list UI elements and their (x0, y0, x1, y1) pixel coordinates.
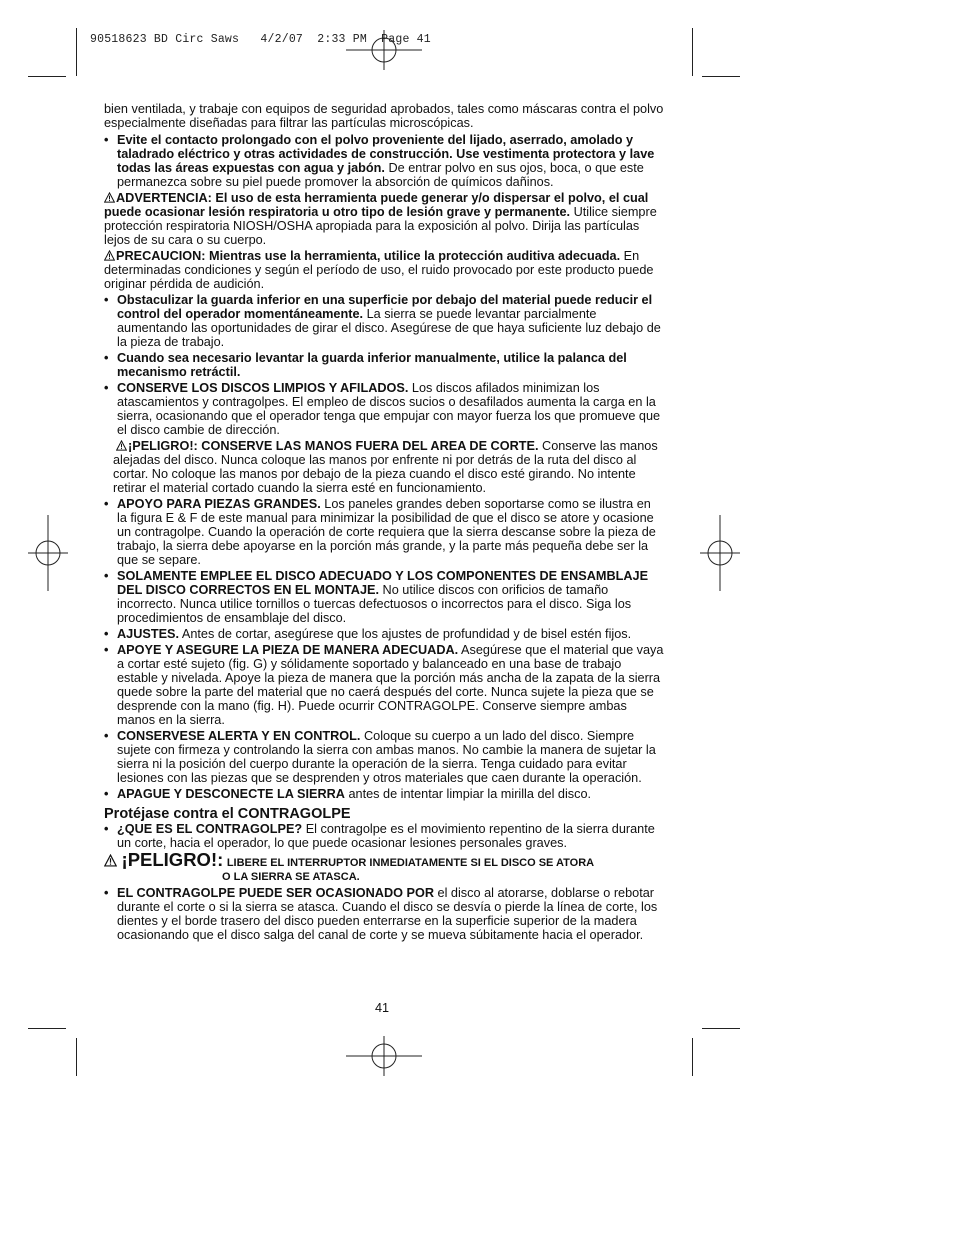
bullet: • (104, 293, 109, 307)
registration-mark-right (700, 515, 740, 591)
warning-triangle-icon (104, 250, 115, 261)
list-item: • CONSERVE LOS DISCOS LIMPIOS Y AFILADOS. Los discos afilados minimizan los atascamientos y contragolpes. El empleo de discos sucios o desafilados aumenta la carga en la sierra, ocasionando que el operador tenga que empujar con mayor fuerza los que promueve que el disco cambie de dirección. (104, 381, 661, 437)
list-item: • APOYO PARA PIEZAS GRANDES. Los paneles grandes deben soportarse como se ilustra en la figura E & F de este manual para minimizar la posibilidad de que el disco se atore y ocasione un contragolpe. Cuando la operación de corte requiera que la sierra descanse sobre la pieza de trabajo, la sierra debe apoyarse en la porción más grande, y la parte más pequeña debe ser la que se separe. (104, 497, 656, 567)
bullet: • (104, 787, 109, 801)
page-body (104, 102, 664, 944)
warning-triangle-icon (104, 192, 115, 203)
intro-paragraph: bien ventilada, y trabaje con equipos de seguridad aprobados, tales como máscaras contra el polvo especialmente diseñadas para filtrar las partículas microscópicas. (104, 102, 664, 130)
warning-triangle-icon (104, 854, 117, 867)
registration-mark-left (28, 515, 68, 591)
warning-triangle-icon (116, 440, 127, 451)
crop-mark-bottom-left-horizontal (28, 1028, 66, 1029)
bullet: • (104, 569, 109, 583)
warning-peligro-manos: ¡PELIGRO!: CONSERVE LAS MANOS FUERA DEL AREA DE CORTE. Conserve las manos alejadas del disco. Nunca coloque las manos por enfrente ni por detrás de la ruta del disco al cortar. No coloque las manos por debajo de la pieza cuando el disco esté girando. No intente retirar el material cortado cuando la sierra esté en funcionamiento. (113, 439, 658, 495)
list-item: • APOYE Y ASEGURE LA PIEZA DE MANERA ADECUADA. Asegúrese que el material que vaya a cortar esté sujeto (fig. G) y sólidamente soportado y balanceado en una base de trabajo estable y nivelada. Apoye la pieza de manera que la porción más ancha de la zapata de la sierra quede sobre la parte del material que no caerá después del corte. Nunca sujete la pieza que se desprende con la mano (fig. H). Puede ocurrir CONTRAGOLPE. Conserve siempre ambas manos en la sierra. (104, 643, 664, 727)
registration-mark-bottom (346, 1036, 422, 1076)
list-item: • Evite el contacto prolongado con el polvo proveniente del lijado, aserrado, amolado y taladrado eléctrico y otras actividades de construcción. Use vestimenta protectora y lave todas las áreas expuestas con agua y jabón. De entrar polvo en sus ojos, boca, o que este permanezca sobre su piel puede promover la absorción de químicos dañinos. (104, 133, 655, 189)
danger-heading: ¡PELIGRO!: (121, 849, 224, 870)
bullet: • (104, 627, 109, 641)
crop-mark-top-right-vertical (692, 28, 693, 76)
bullet: • (104, 643, 109, 657)
list-item: • ¿QUE ES EL CONTRAGOLPE? El contragolpe es el movimiento repentino de la sierra durante un corte, hacia el operador, lo que puede ocasionar lesiones personales graves. (104, 822, 655, 850)
list-item: • AJUSTES. Antes de cortar, asegúrese que los ajustes de profundidad y de bisel estén fijos. (104, 627, 632, 641)
crop-mark-bottom-right-horizontal (702, 1028, 740, 1029)
printer-slug: 90518623 BD Circ Saws 4/2/07 2:33 PM Page 41 (90, 33, 431, 46)
crop-mark-bottom-right-vertical (692, 1038, 693, 1076)
bullet: • (104, 822, 109, 836)
danger-text: LIBERE EL INTERRUPTOR INMEDIATAMENTE SI EL DISCO SE ATORA (226, 857, 595, 869)
list-item: • Obstaculizar la guarda inferior en una superficie por debajo del material puede reducir el control del operador momentáneamente. La sierra se puede levantar parcialmente aumentando las oportunidades de girar el disco. Asegúrese de que haya suficiente luz debajo de la pieza de trabajo. (104, 293, 661, 349)
list-item: • SOLAMENTE EMPLEE EL DISCO ADECUADO Y LOS COMPONENTES DE ENSAMBLAJE DEL DISCO CORRECTOS EN EL MONTAJE. No utilice discos con orificios de tamaño incorrecto. Nunca utilice tornillos o tuercas defectuosos o incorrectos para el disco. Siga los procedimientos de ensamblaje del disco. (104, 569, 649, 625)
bullet: • (104, 381, 109, 395)
warning-advertencia: ADVERTENCIA: El uso de esta herramienta puede generar y/o dispersar el polvo, el cual puede ocasionar lesión respiratoria u otro tipo de lesión grave y permanente. Utilice siempre protección respiratoria NIOSH/OSHA apropiada para la exposición al polvo. Dirija las partículas lejos de su cara o su cuerpo. (104, 191, 657, 247)
bullet: • (104, 351, 109, 365)
list-item: • Cuando sea necesario levantar la guarda inferior manualmente, utilice la palanca del mecanismo retráctil. (104, 351, 627, 379)
crop-mark-top-left-horizontal (28, 76, 66, 77)
warning-precaucion: PRECAUCION: Mientras use la herramienta, utilice la protección auditiva adecuada. En determinadas condiciones y según el período de uso, el ruido provocado por este producto puede originar pérdida de audición. (104, 249, 654, 291)
registration-mark-top (346, 30, 422, 70)
crop-mark-bottom-left-vertical (76, 1038, 77, 1076)
bullet: • (104, 729, 109, 743)
page-number: 41 (375, 1001, 390, 1015)
section-title: Protéjase contra el CONTRAGOLPE (104, 806, 351, 822)
bullet: • (104, 886, 109, 900)
list-item: • CONSERVESE ALERTA Y EN CONTROL. Coloque su cuerpo a un lado del disco. Siempre sujete con firmeza y controlando la sierra con ambas manos. No cambie la manera de sujetar la sierra ni la posición del cuerpo durante la operación de la sierra. Tenga cuidado para evitar lesiones con las piezas que se desprenden y otros materiales que caen durante la operación. (104, 729, 656, 785)
bullet: • (104, 133, 109, 147)
danger-callout (104, 849, 664, 870)
danger-text-line2: O LA SIERRA SE ATASCA. (222, 871, 360, 883)
crop-mark-top-left-vertical (76, 28, 77, 76)
crop-mark-top-right-horizontal (702, 76, 740, 77)
bullet: • (104, 497, 109, 511)
list-item: • APAGUE Y DESCONECTE LA SIERRA antes de intentar limpiar la mirilla del disco. (104, 787, 592, 801)
list-item: • EL CONTRAGOLPE PUEDE SER OCASIONADO POR el disco al atorarse, doblarse o rebotar durante el corte o si la sierra se atasca. Cuando el disco se desvía o pierde la línea de corte, los dientes y el borde trasero del disco pueden enterrarse en la superficie superior de la madera ocasionando que el disco salga del canal de corte y se mueva súbitamente hacia el operador. (104, 886, 658, 942)
